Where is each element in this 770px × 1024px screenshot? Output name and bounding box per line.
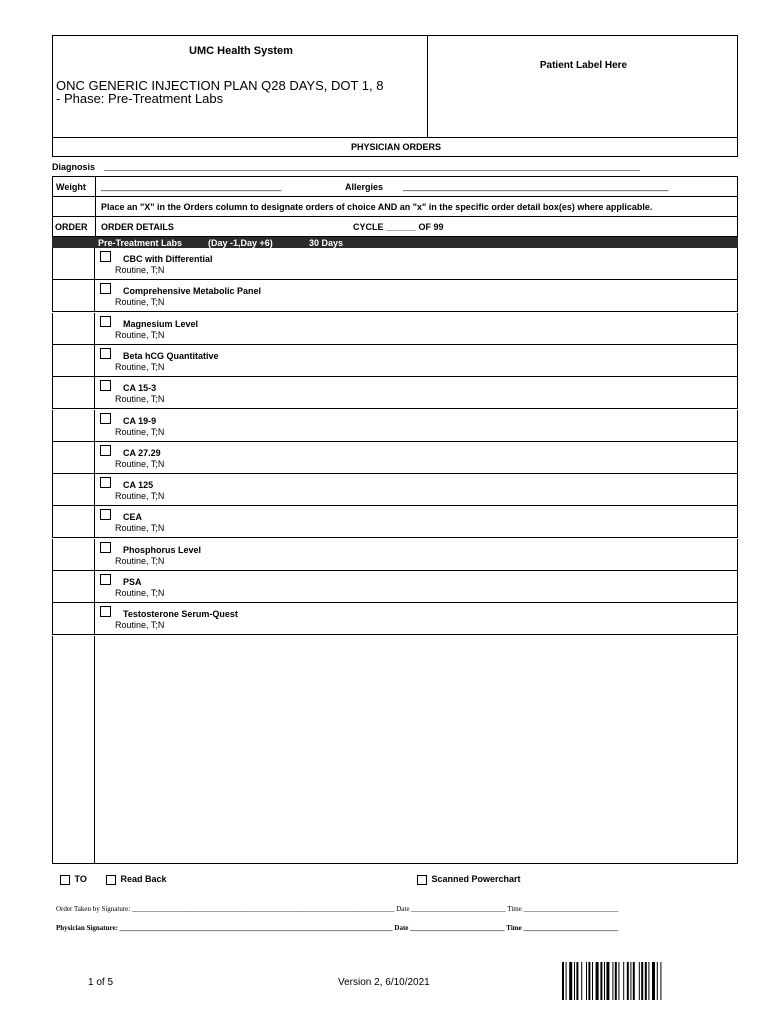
- order-select-cell[interactable]: [52, 280, 95, 312]
- patient-label-box: [427, 35, 738, 138]
- order-name: Magnesium Level: [123, 319, 199, 329]
- order-taken-signature[interactable]: Order Taken by Signature: ___________________________________________________________________________ Date ___________________________ Time ___________________________: [56, 905, 619, 913]
- order-detail-checkbox[interactable]: [100, 413, 111, 424]
- order-name: Beta hCG Quantitative: [123, 351, 219, 361]
- group-name: Pre-Treatment Labs: [98, 238, 183, 248]
- weight-row: [52, 177, 738, 197]
- order-item: [95, 410, 738, 442]
- read-back-option[interactable]: [106, 874, 167, 885]
- plan-title: ONC GENERIC INJECTION PLAN Q28 DAYS, DOT 1, 8: [56, 78, 384, 93]
- barcode-bar: [596, 962, 599, 1000]
- order-item: [95, 248, 738, 280]
- barcode-bar: [618, 962, 619, 1000]
- order-detail: Routine, T;N: [115, 556, 165, 566]
- system-name: UMC Health System: [189, 45, 293, 57]
- section-title-row: [52, 138, 738, 157]
- scanned-checkbox[interactable]: [417, 875, 427, 885]
- barcode-bar: [562, 962, 564, 1000]
- order-item: [95, 571, 738, 603]
- order-detail: Routine, T;N: [115, 588, 165, 598]
- order-detail-checkbox[interactable]: [100, 445, 111, 456]
- column-divider: [95, 217, 96, 236]
- barcode-bar: [660, 962, 661, 1000]
- barcode-bar: [576, 962, 578, 1000]
- barcode-bar: [600, 962, 602, 1000]
- weight-label: Weight: [56, 182, 86, 192]
- instructions-row: [52, 197, 738, 217]
- order-details-header: ORDER DETAILS: [101, 222, 174, 232]
- barcode-bar: [612, 962, 613, 1000]
- empty-order-cell[interactable]: [52, 636, 95, 864]
- page-number: 1 of 5: [88, 977, 114, 988]
- barcode-bar: [574, 962, 575, 1000]
- barcode-bar: [623, 962, 624, 1000]
- order-detail-checkbox[interactable]: [100, 283, 111, 294]
- header-left: [52, 35, 428, 138]
- order-item: [95, 345, 738, 377]
- order-column-header: ORDER: [55, 222, 88, 232]
- order-item: [95, 377, 738, 409]
- order-select-cell[interactable]: [52, 248, 95, 280]
- weight-field[interactable]: ____________________________________: [101, 181, 282, 191]
- order-item: [95, 474, 738, 506]
- order-item: [95, 280, 738, 312]
- order-name: PSA: [123, 577, 142, 587]
- section-title: PHYSICIAN ORDERS: [350, 142, 441, 152]
- order-select-cell[interactable]: [52, 442, 95, 474]
- order-select-cell[interactable]: [52, 410, 95, 442]
- order-name: CBC with Differential: [123, 254, 213, 264]
- weight-divider: [95, 177, 96, 196]
- order-item: [95, 506, 738, 538]
- diagnosis-field[interactable]: ___________________________________________________________________________________________________________: [104, 161, 640, 171]
- column-header-row: [52, 217, 738, 237]
- order-detail-checkbox[interactable]: [100, 348, 111, 359]
- order-select-cell[interactable]: [52, 539, 95, 571]
- barcode-bar: [645, 962, 647, 1000]
- diagnosis-row: [52, 157, 738, 177]
- order-detail-checkbox[interactable]: [100, 477, 111, 488]
- order-detail: Routine, T;N: [115, 362, 165, 372]
- barcode-bar: [586, 962, 587, 1000]
- order-detail: Routine, T;N: [115, 394, 165, 404]
- barcode-bar: [588, 962, 590, 1000]
- order-detail-checkbox[interactable]: [100, 380, 111, 391]
- order-select-cell[interactable]: [52, 506, 95, 538]
- barcode-bar: [566, 962, 567, 1000]
- order-name: Testosterone Serum-Quest: [123, 609, 238, 619]
- diagnosis-label: Diagnosis: [52, 162, 96, 172]
- empty-details-area: [94, 636, 738, 864]
- order-item: [95, 313, 738, 345]
- barcode-bar: [615, 962, 617, 1000]
- order-name: Comprehensive Metabolic Panel: [123, 286, 262, 296]
- barcode-bar: [633, 962, 635, 1000]
- to-option[interactable]: [60, 874, 87, 885]
- order-name: CA 125: [123, 480, 154, 490]
- version: Version 2, 6/10/2021: [338, 977, 430, 988]
- order-select-cell[interactable]: [52, 571, 95, 603]
- order-name: CA 27.29: [123, 448, 161, 458]
- group-header-bar: [52, 237, 738, 248]
- plan-phase: - Phase: Pre-Treatment Labs: [56, 91, 224, 106]
- barcode-bar: [648, 962, 649, 1000]
- barcode-bar: [652, 962, 655, 1000]
- order-detail-checkbox[interactable]: [100, 574, 111, 585]
- barcode-bar: [627, 962, 629, 1000]
- order-select-cell[interactable]: [52, 345, 95, 377]
- read-back-checkbox[interactable]: [106, 875, 116, 885]
- physician-signature[interactable]: Physician Signature: ______________________________________________________________________________ Date ___________________________ Time ___________________________: [56, 924, 618, 932]
- order-name: CA 15-3: [123, 383, 157, 393]
- to-checkbox[interactable]: [60, 875, 70, 885]
- order-select-cell[interactable]: [52, 474, 95, 506]
- to-label: TO: [74, 874, 87, 884]
- allergies-field[interactable]: _____________________________________________________: [403, 181, 669, 191]
- barcode-bar: [581, 962, 582, 1000]
- order-detail-checkbox[interactable]: [100, 542, 111, 553]
- order-select-cell[interactable]: [52, 313, 95, 345]
- barcode-bar: [569, 962, 572, 1000]
- barcode-bar: [630, 962, 631, 1000]
- instructions-divider: [95, 197, 96, 216]
- allergies-label: Allergies: [345, 182, 384, 192]
- patient-label: Patient Label Here: [539, 60, 628, 71]
- scanned-option[interactable]: [417, 874, 521, 885]
- barcode-bar: [592, 962, 593, 1000]
- order-detail: Routine, T;N: [115, 330, 165, 340]
- group-duration: 30 Days: [309, 238, 344, 248]
- group-days: (Day -1,Day +6): [208, 238, 273, 248]
- barcode-bar: [639, 962, 640, 1000]
- order-item: [95, 442, 738, 474]
- order-name: CA 19-9: [123, 416, 157, 426]
- instructions-text: Place an "X" in the Orders column to designate orders of choice AND an "x" in the specific order detail box(es) where applicable.: [101, 202, 653, 212]
- scanned-label: Scanned Powerchart: [431, 874, 521, 884]
- order-detail-checkbox[interactable]: [100, 251, 111, 262]
- barcode-bar: [641, 962, 643, 1000]
- order-select-cell[interactable]: [52, 377, 95, 409]
- order-detail: Routine, T;N: [115, 459, 165, 469]
- order-detail: Routine, T;N: [115, 427, 165, 437]
- order-item: [95, 539, 738, 571]
- order-name: CEA: [123, 512, 143, 522]
- order-detail-checkbox[interactable]: [100, 316, 111, 327]
- order-name: Phosphorus Level: [123, 545, 202, 555]
- order-item: [95, 603, 738, 635]
- order-select-cell[interactable]: [52, 603, 95, 635]
- read-back-label: Read Back: [120, 874, 167, 884]
- barcode-bar: [606, 962, 609, 1000]
- barcode-bar: [657, 962, 658, 1000]
- barcode-icon: [562, 962, 694, 1000]
- order-detail: Routine, T;N: [115, 491, 165, 501]
- barcode-bar: [604, 962, 605, 1000]
- order-detail: Routine, T;N: [115, 265, 165, 275]
- cycle-field[interactable]: CYCLE ______ OF 99: [353, 222, 444, 232]
- order-detail-checkbox[interactable]: [100, 606, 111, 617]
- order-detail: Routine, T;N: [115, 297, 165, 307]
- order-detail: Routine, T;N: [115, 523, 165, 533]
- order-detail-checkbox[interactable]: [100, 509, 111, 520]
- order-detail: Routine, T;N: [115, 620, 165, 630]
